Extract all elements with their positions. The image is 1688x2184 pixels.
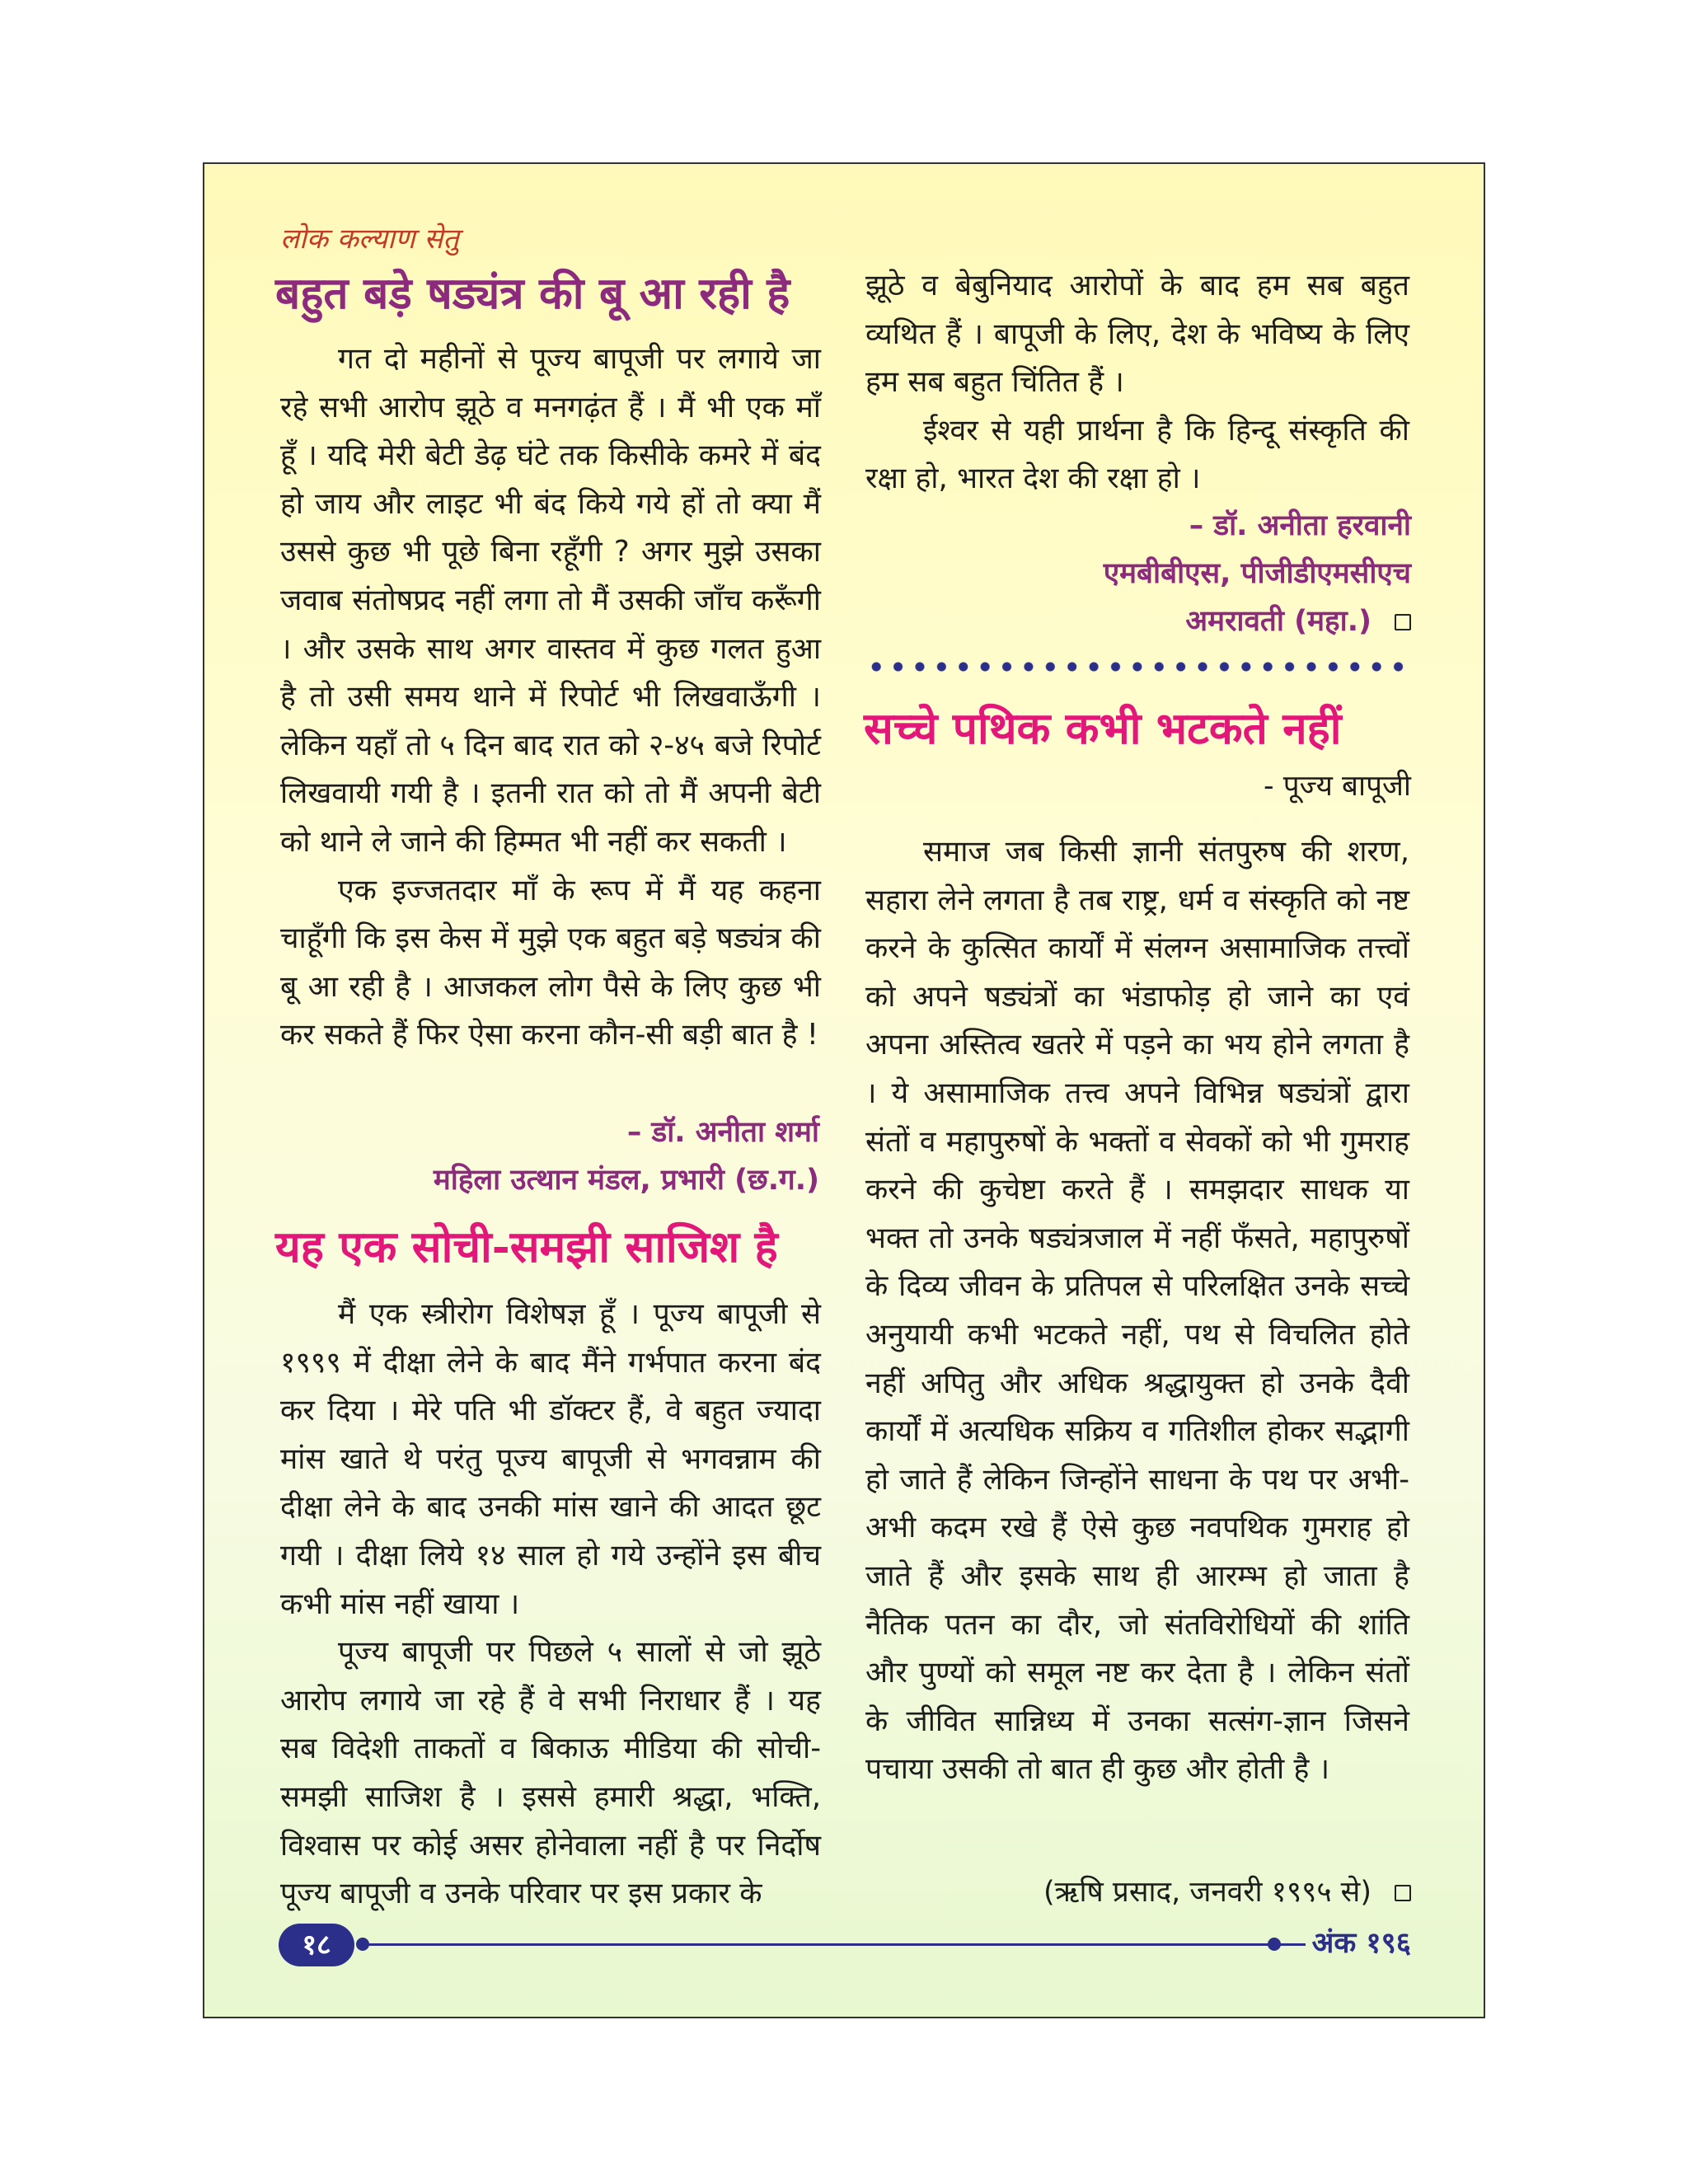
article2-continuation bbox=[865, 262, 1409, 504]
issue-number: अंक १९६ bbox=[1311, 1927, 1411, 1960]
article1-title: बहुत बड़े षड्यंत्र की बू आ रही है bbox=[275, 268, 790, 319]
end-mark-icon bbox=[1395, 1885, 1411, 1901]
article3-title: सच्चे पथिक कभी भटकते नहीं bbox=[864, 703, 1342, 754]
article3-source: (ऋषि प्रसाद, जनवरी १९९५ से) bbox=[1043, 1876, 1372, 1909]
article1-author: – डॉ. अनीता शर्मा bbox=[626, 1116, 819, 1149]
article2-title: यह एक सोची-समझी साजिश है bbox=[275, 1221, 778, 1272]
article2-body bbox=[280, 1291, 821, 1919]
article3-paragraph: समाज जब किसी ज्ञानी संतपुरुष की शरण, सहारा लेने लगता है तब राष्ट्र, धर्म व संस्कृति को नष्ट करने के कुत्सित कार्यों में संलग्न असामाजिक तत्त्वों को अपने षड्यंत्रों का भंडाफोड़ हो जाने का एवं अपना अस्तित्व खतरे में पड़ने का भय होने लगता है । ये असामाजिक तत्त्व अपने विभिन्न षड्यंत्रों द्वारा संतों व महापुरुषों के भक्तों व सेवकों को भी गुमराह करने की कुचेष्टा करते हैं । समझदार साधक या भक्त तो उनके षड्यंत्रजाल में नहीं फँसते, महापुरुषों के दिव्य जीवन के प्रतिपल से परिलक्षित उनके सच्चे अनुयायी कभी भटकते नहीं, पथ से विचलित होते नहीं अपितु और अधिक श्रद्धायुक्त हो उनके दैवी कार्यों में अत्यधिक सक्रिय व गतिशील होकर सद्भागी हो जाते हैं लेकिन जिन्होंने साधना के पथ पर अभी-अभी कदम रखे हैं ऐसे कुछ नवपथिक गुमराह हो जाते हैं और इसके साथ ही आरम्भ हो जाता है नैतिक पतन का दौर, जो संतविरोधियों की शांति और पुण्यों को समूल नष्ट कर देता है । लेकिन संतों के जीवित सान्निध्य में उनका सत्संग-ज्ञान जिसने पचाया उसकी तो बात ही कुछ और होती है । bbox=[865, 835, 1409, 1787]
end-mark-icon bbox=[1395, 614, 1411, 630]
article2-author-place: अमरावती (महा.) bbox=[1185, 605, 1372, 638]
article3-body bbox=[865, 828, 1409, 1794]
article2-paragraph: पूज्य बापूजी पर पिछले ५ सालों से जो झूठे आरोप लगाये जा रहे हैं वे सभी निराधार हैं । यह सब विदेशी ताकतों व बिकाऊ मीडिया की सोची-समझी साजिश है । इससे हमारी श्रद्धा, भक्ति, विश्वास पर कोई असर होनेवाला नहीं है पर निर्दोष पूज्य बापूजी व उनके परिवार पर इस प्रकार के bbox=[280, 1635, 821, 1911]
article2-author-place-row bbox=[999, 598, 1411, 645]
section-label: लोक कल्याण सेतु bbox=[280, 223, 459, 255]
article2-author: – डॉ. अनीता हरवानी bbox=[1189, 509, 1411, 542]
article1-paragraph: गत दो महीनों से पूज्य बापूजी पर लगाये जा रहे सभी आरोप झूठे व मनगढ़ंत हैं । मैं भी एक माँ हूँ । यदि मेरी बेटी डेढ़ घंटे तक किसीके कमरे में बंद हो जाय और लाइट भी बंद किये गये हों तो क्या मैं उससे कुछ भी पूछे बिना रहूँगी ? अगर मुझे उसका जवाब संतोषप्रद नहीं लगा तो मैं उसकी जाँच करूँगी । और उसके साथ अगर वास्तव में कुछ गलत हुआ है तो उसी समय थाने में रिपोर्ट भी लिखवाऊँगी । लेकिन यहाँ तो ५ दिन बाद रात को २-४५ बजे रिपोर्ट लिखवायी गयी है । इतनी रात को तो मैं अपनी बेटी को थाने ले जाने की हिम्मत भी नहीं कर सकती । bbox=[280, 342, 821, 859]
article2-author-degree: एमबीबीएस, पीजीडीएमसीएच bbox=[1103, 557, 1411, 590]
article3-source-row bbox=[1043, 1868, 1411, 1916]
article2-paragraph: मैं एक स्त्रीरोग विशेषज्ञ हूँ । पूज्य बापूजी से १९९९ में दीक्षा लेने के बाद मैंने गर्भपात करना बंद कर दिया । मेरे पति भी डॉक्टर हैं, वे बहुत ज्यादा मांस खाते थे परंतु पूज्य बापूजी से भगवन्नाम की दीक्षा लेने के बाद उनकी मांस खाने की आदत छूट गयी । दीक्षा लिये १४ साल हो गये उन्होंने इस बीच कभी मांस नहीं खाया । bbox=[280, 1297, 821, 1621]
article1-paragraph: एक इज्जतदार माँ के रूप में मैं यह कहना चाहूँगी कि इस केस में मुझे एक बहुत बड़े षड्यंत्र की बू आ रही है । आजकल लोग पैसे के लिए कुछ भी कर सकते हैं फिर ऐसा करना कौन-सी बड़ी बात है ! bbox=[280, 873, 821, 1052]
footer-dot-right bbox=[1268, 1938, 1281, 1951]
article2-continuation-paragraph: झूठे व बेबुनियाद आरोपों के बाद हम सब बहुत व्यथित हैं । बापूजी के लिए, देश के भविष्य के लिए हम सब बहुत चिंतित हैं । bbox=[865, 269, 1409, 400]
page-number: १८ bbox=[279, 1924, 354, 1966]
dotted-divider bbox=[865, 660, 1409, 673]
article3-byline: - पूज्य बापूजी bbox=[1263, 770, 1411, 803]
magazine-page bbox=[203, 162, 1485, 2018]
article1-body bbox=[280, 335, 821, 1060]
article1-author-detail: महिला उत्थान मंडल, प्रभारी (छ.ग.) bbox=[433, 1164, 819, 1197]
article2-continuation-paragraph: ईश्वर से यही प्रार्थना है कि हिन्दू संस्कृति की रक्षा हो, भारत देश की रक्षा हो । bbox=[865, 413, 1409, 496]
footer-rule bbox=[363, 1943, 1306, 1946]
